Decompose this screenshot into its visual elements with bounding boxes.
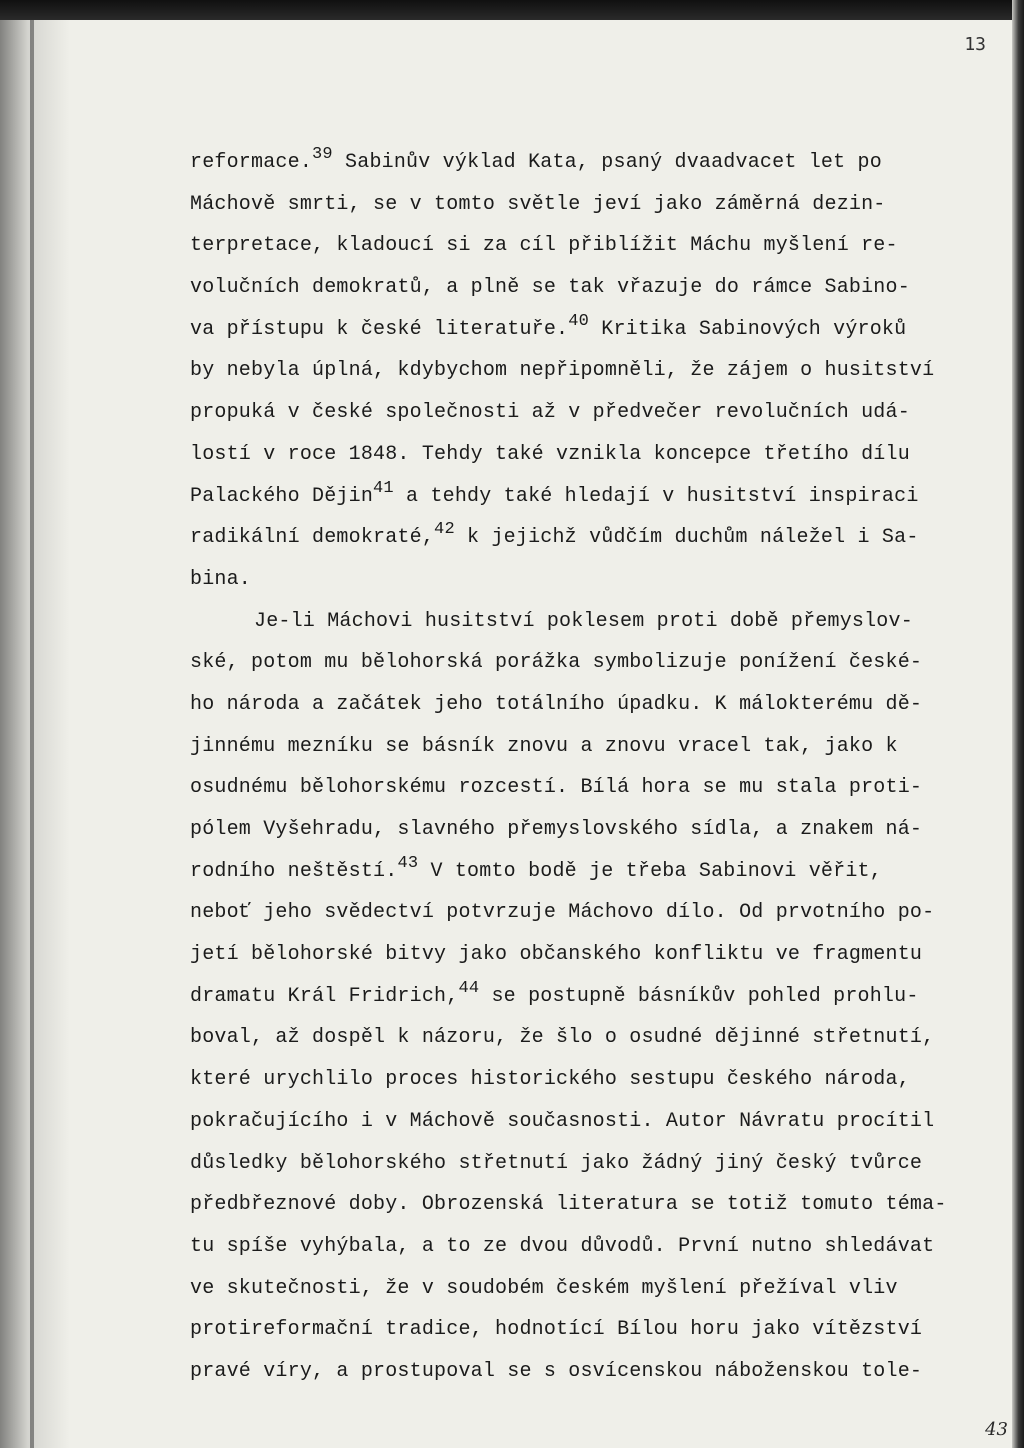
text-line (190, 1059, 970, 1101)
text-run: a tehdy také hledají v husitství inspiraci (393, 484, 919, 508)
text-line (190, 559, 970, 601)
text-run: volučních demokratů, a plně se tak vřazuje do rámce Sabino- (190, 276, 910, 300)
text-run: Je-li Máchovi husitství poklesem proti době přemyslov- (254, 609, 913, 633)
text-run: důsledky bělohorského střetnutí jako žádný jiný český tvůrce (190, 1151, 923, 1175)
text-line (190, 684, 970, 726)
paragraph (190, 601, 970, 1393)
text-line (190, 1143, 970, 1185)
text-line (190, 267, 970, 309)
text-run: neboť jeho svědectví potvrzuje Máchovo dílo. Od prvotního po- (190, 901, 935, 925)
text-run: Sabinův výklad Kata, psaný dvaadvacet let po (332, 151, 882, 174)
text-run: protireformační tradice, hodnotící Bílou horu jako vítězství (190, 1318, 923, 1342)
text-run: radikální demokraté, (190, 526, 435, 550)
footnote-reference: 43 (397, 853, 419, 873)
text-line (190, 976, 970, 1018)
text-run: reformace. (190, 151, 313, 174)
paragraph (190, 142, 970, 601)
text-run: jetí bělohorské bitvy jako občanského konfliktu ve fragmentu (190, 943, 923, 967)
text-run: propuká v české společnosti až v předvečer revolučních udá- (190, 401, 910, 425)
text-run: jinnému mezníku se básník znovu a znovu vracel tak, jako k (190, 734, 898, 758)
text-line (190, 142, 970, 184)
footnote-reference: 39 (312, 145, 333, 164)
text-run: boval, až dospěl k názoru, že šlo o osudné dějinné střetnutí, (190, 1026, 935, 1050)
text-line (190, 726, 970, 768)
text-run: Máchově smrti, se v tomto světle jeví jako záměrná dezin- (190, 192, 886, 216)
text-line (190, 184, 970, 226)
text-run: terpretace, kladoucí si za cíl přiblížit Máchu myšlení re- (190, 234, 898, 258)
text-line (190, 851, 970, 893)
text-line (190, 1226, 970, 1268)
text-run: va přístupu k české literatuře. (190, 317, 569, 341)
text-run: se postupně básníkův pohled prohlu- (479, 984, 919, 1008)
scan-border-top (0, 0, 1024, 20)
text-line (190, 225, 970, 267)
text-run: ve skutečnosti, že v soudobém českém myšlení přežíval vliv (190, 1276, 898, 1300)
text-line (190, 1351, 970, 1393)
text-run: ho národa a začátek jeho totálního úpadku. K málokterému dě- (190, 692, 923, 716)
text-line (190, 767, 970, 809)
footnote-reference: 44 (458, 978, 480, 998)
text-run: k jejichž vůdčím duchům náležel i Sa- (454, 526, 919, 550)
text-line (190, 517, 970, 559)
text-line (190, 350, 970, 392)
text-line (190, 476, 970, 518)
body-text (190, 142, 970, 1393)
text-line (190, 309, 970, 351)
text-run: tu spíše vyhýbala, a to ze dvou důvodů. První nutno shledávat (190, 1234, 935, 1258)
text-line (190, 809, 970, 851)
text-line (190, 392, 970, 434)
text-run: pólem Vyšehradu, slavného přemyslovského sídla, a znakem ná- (190, 818, 923, 841)
handwritten-page-mark: 43 (985, 1419, 1008, 1440)
text-line (190, 1101, 970, 1143)
text-run: dramatu Král Fridrich, (190, 984, 459, 1008)
text-run: Palackého Dějin (190, 484, 374, 508)
text-run: rodního neštěstí. (190, 859, 398, 883)
text-line (190, 934, 970, 976)
binding-shadow (0, 0, 70, 1448)
text-run: pokračujícího i v Máchově současnosti. Autor Návratu procítil (190, 1109, 935, 1133)
text-line (190, 1309, 970, 1351)
text-line (190, 434, 970, 476)
text-run: ské, potom mu bělohorská porážka symbolizuje ponížení české- (190, 651, 923, 675)
text-run: které urychlilo proces historického sestupu českého národa, (190, 1068, 910, 1092)
text-run: osudnému bělohorskému rozcestí. Bílá hora se mu stala proti- (190, 776, 923, 800)
text-line (190, 601, 970, 643)
text-run: předbřeznové doby. Obrozenská literatura se totiž tomuto téma- (190, 1193, 947, 1217)
text-run: Kritika Sabinových výroků (589, 317, 907, 341)
text-run: bina. (190, 567, 252, 591)
footnote-reference: 40 (568, 311, 590, 331)
text-line (190, 1184, 970, 1226)
binding-edge (30, 20, 34, 1448)
text-run: by nebyla úplná, kdybychom nepřipomněli, že zájem o husitství (190, 359, 935, 383)
footnote-reference: 42 (434, 520, 455, 540)
footnote-reference: 41 (373, 478, 394, 498)
text-line (190, 642, 970, 684)
text-line (190, 1268, 970, 1310)
text-run: pravé víry, a prostupoval se s osvícenskou náboženskou tole- (190, 1359, 923, 1383)
text-line (190, 1017, 970, 1059)
scan-border-right (1012, 0, 1024, 1448)
text-run: V tomto bodě je třeba Sabinovi věřit, (418, 859, 882, 883)
text-line (190, 892, 970, 934)
page-number: 13 (964, 34, 986, 55)
text-run: lostí v roce 1848. Tehdy také vznikla koncepce třetího dílu (190, 442, 910, 466)
